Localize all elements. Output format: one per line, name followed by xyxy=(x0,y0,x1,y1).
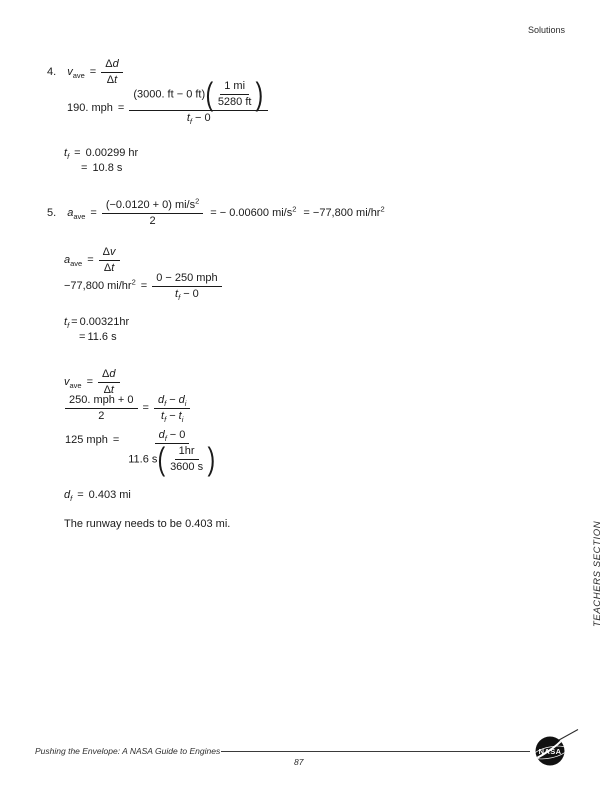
p4-line-seconds-result xyxy=(76,162,122,175)
numerator-distance: (3000. ft − 0 ft) xyxy=(133,88,206,101)
equals-sign: = xyxy=(140,280,148,292)
p5-line-accel-equation xyxy=(64,272,222,301)
p5-line-seconds-result xyxy=(77,331,117,344)
footer-rule xyxy=(221,751,530,752)
equals-sign: = xyxy=(81,162,88,174)
open-paren: ( xyxy=(157,441,166,477)
equals-sign: = xyxy=(87,254,94,266)
equals-sign: = xyxy=(142,402,149,414)
fraction-avg-speed: $\frac{\text{250. mph + 0}}{2}$ xyxy=(65,394,138,423)
var-tf: $t_f$ xyxy=(64,147,70,162)
nasa-logo xyxy=(532,728,580,772)
var-tf: $t_f$ xyxy=(64,316,70,331)
var-aave: $a_{ave}$ xyxy=(64,254,83,269)
fraction-distance-time: $d_f - 0$ 11.6 s( $\frac{1hr}{3600 s}$ ) xyxy=(128,429,216,477)
p5-line-tf-result xyxy=(64,316,129,329)
fraction-mi-ft: $\frac{1 mi}{5280 ft}$ xyxy=(217,80,252,108)
var-aave: $a_{ave}$ xyxy=(67,207,86,222)
page-header-solutions: Solutions xyxy=(528,25,566,35)
p5-line-df-result xyxy=(64,489,131,502)
p5-line-vave-definition xyxy=(64,368,120,397)
footer-book-title: Pushing the Envelope: A NASA Guide to Engines xyxy=(35,746,221,756)
value-hr: 0.00321hr xyxy=(79,316,130,328)
teachers-section-label: TEACHERS SECTION xyxy=(592,520,603,627)
p4-line-190mph xyxy=(67,76,268,127)
value-accel-mihr2: = −77,800 $mi/hr^2$ xyxy=(303,204,385,219)
equals-sign: = xyxy=(89,66,97,78)
close-paren: ) xyxy=(255,76,264,112)
equals-sign: = xyxy=(77,489,84,501)
equals-sign: = xyxy=(86,376,94,388)
value-hr: 0.00299 hr xyxy=(85,147,139,159)
value-seconds: 11.6 s xyxy=(87,331,117,343)
p5-line-aave-value xyxy=(47,196,385,228)
fraction-speed-time: $\frac{\text{0 − 250 mph}}{t_f - 0}$ xyxy=(152,272,221,301)
close-paren: ) xyxy=(207,441,216,477)
value-seconds: 10.8 s xyxy=(92,162,123,174)
value-accel-mis2: = − 0.00600 $mi/s^2$ xyxy=(210,204,297,219)
value-accel-lhs: −77,800 $mi/hr^2$ xyxy=(64,277,136,292)
equals-sign: = xyxy=(74,147,81,159)
fraction-df-di: $\frac{d_f - d_i}{t_f - t_i}$ xyxy=(154,394,190,423)
equals-sign: = xyxy=(117,102,125,114)
value-125mph: 125 mph xyxy=(65,434,108,446)
page-number: 87 xyxy=(294,757,304,767)
var-vave: $v_{ave}$ xyxy=(64,376,82,391)
fraction-dd-dt: $\frac{\Delta d}{\Delta t}$ xyxy=(98,368,119,397)
equals-sign: = xyxy=(71,316,78,328)
problem-5-number: 5. xyxy=(47,207,57,219)
fraction-dd-dt: $\frac{\Delta d}{\Delta t}$ xyxy=(101,58,122,87)
p5-line-125mph xyxy=(65,429,220,477)
p5-line-average-speed xyxy=(65,394,190,423)
conclusion-text: The runway needs to be 0.403 mi. xyxy=(64,518,231,530)
equals-sign: = xyxy=(79,331,86,343)
swoosh-tail xyxy=(559,730,578,741)
var-vave: $v_{ave}$ xyxy=(67,66,85,81)
p5-line-aave-definition xyxy=(64,246,120,275)
equals-sign: = xyxy=(112,434,120,446)
value-miles: 0.403 mi xyxy=(88,489,131,501)
p4-line-tf-result xyxy=(64,147,138,160)
fraction-accel: $\frac{(-0.0120 + 0) mi/s^2}{2}$ xyxy=(102,199,203,228)
var-df: $d_f$ xyxy=(64,489,73,504)
value-190mph: 190. mph xyxy=(67,102,113,114)
fraction-hr-s: $\frac{1hr}{3600 s}$ xyxy=(170,445,204,473)
fraction-main: (3000. ft − 0 ft)( $\frac{1 mi}{5280 ft}$ ) $t_f - 0$ xyxy=(129,80,268,125)
equals-sign: = xyxy=(90,207,97,219)
nasa-logo-text: NASA xyxy=(538,747,562,756)
problem-4-number: 4. xyxy=(47,66,57,78)
open-paren: ( xyxy=(205,76,214,112)
fraction-dv-dt: $\frac{\Delta v}{\Delta t}$ xyxy=(99,246,120,275)
